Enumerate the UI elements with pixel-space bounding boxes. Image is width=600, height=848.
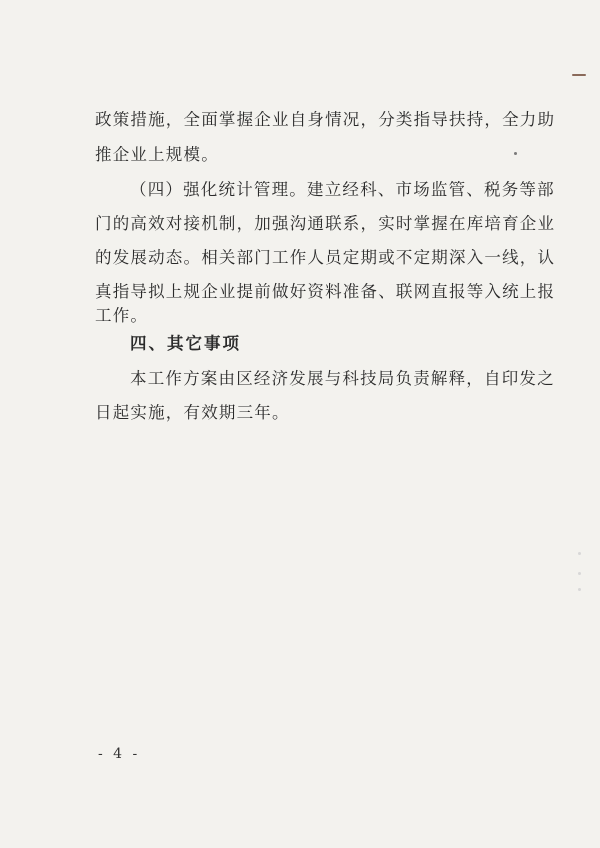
- paragraph-line: 日起实施，有效期三年。: [95, 403, 290, 422]
- scan-speck: [578, 572, 581, 575]
- paragraph-line: 工作。: [95, 306, 149, 325]
- scan-speck: [514, 152, 517, 155]
- scan-speck: [578, 552, 581, 555]
- paragraph-line: 的发展动态。相关部门工作人员定期或不定期深入一线，认: [95, 248, 556, 267]
- paragraph-line: 政策措施，全面掌握企业自身情况，分类指导扶持，全力助: [95, 110, 556, 129]
- section-heading: 四、其它事项: [130, 334, 241, 353]
- paragraph-line: 推企业上规模。: [95, 145, 219, 164]
- scan-speck: [572, 74, 586, 76]
- paragraph-line: 真指导拟上规企业提前做好资料准备、联网直报等入统上报: [95, 282, 556, 301]
- page-number: - 4 -: [98, 746, 141, 762]
- paragraph-line: 本工作方案由区经济发展与科技局负责解释，自印发之: [130, 369, 555, 388]
- paragraph-line: 门的高效对接机制，加强沟通联系，实时掌握在库培育企业: [95, 214, 556, 233]
- scan-speck: [578, 588, 581, 591]
- paragraph-line: （四）强化统计管理。建立经科、市场监管、税务等部: [130, 180, 555, 199]
